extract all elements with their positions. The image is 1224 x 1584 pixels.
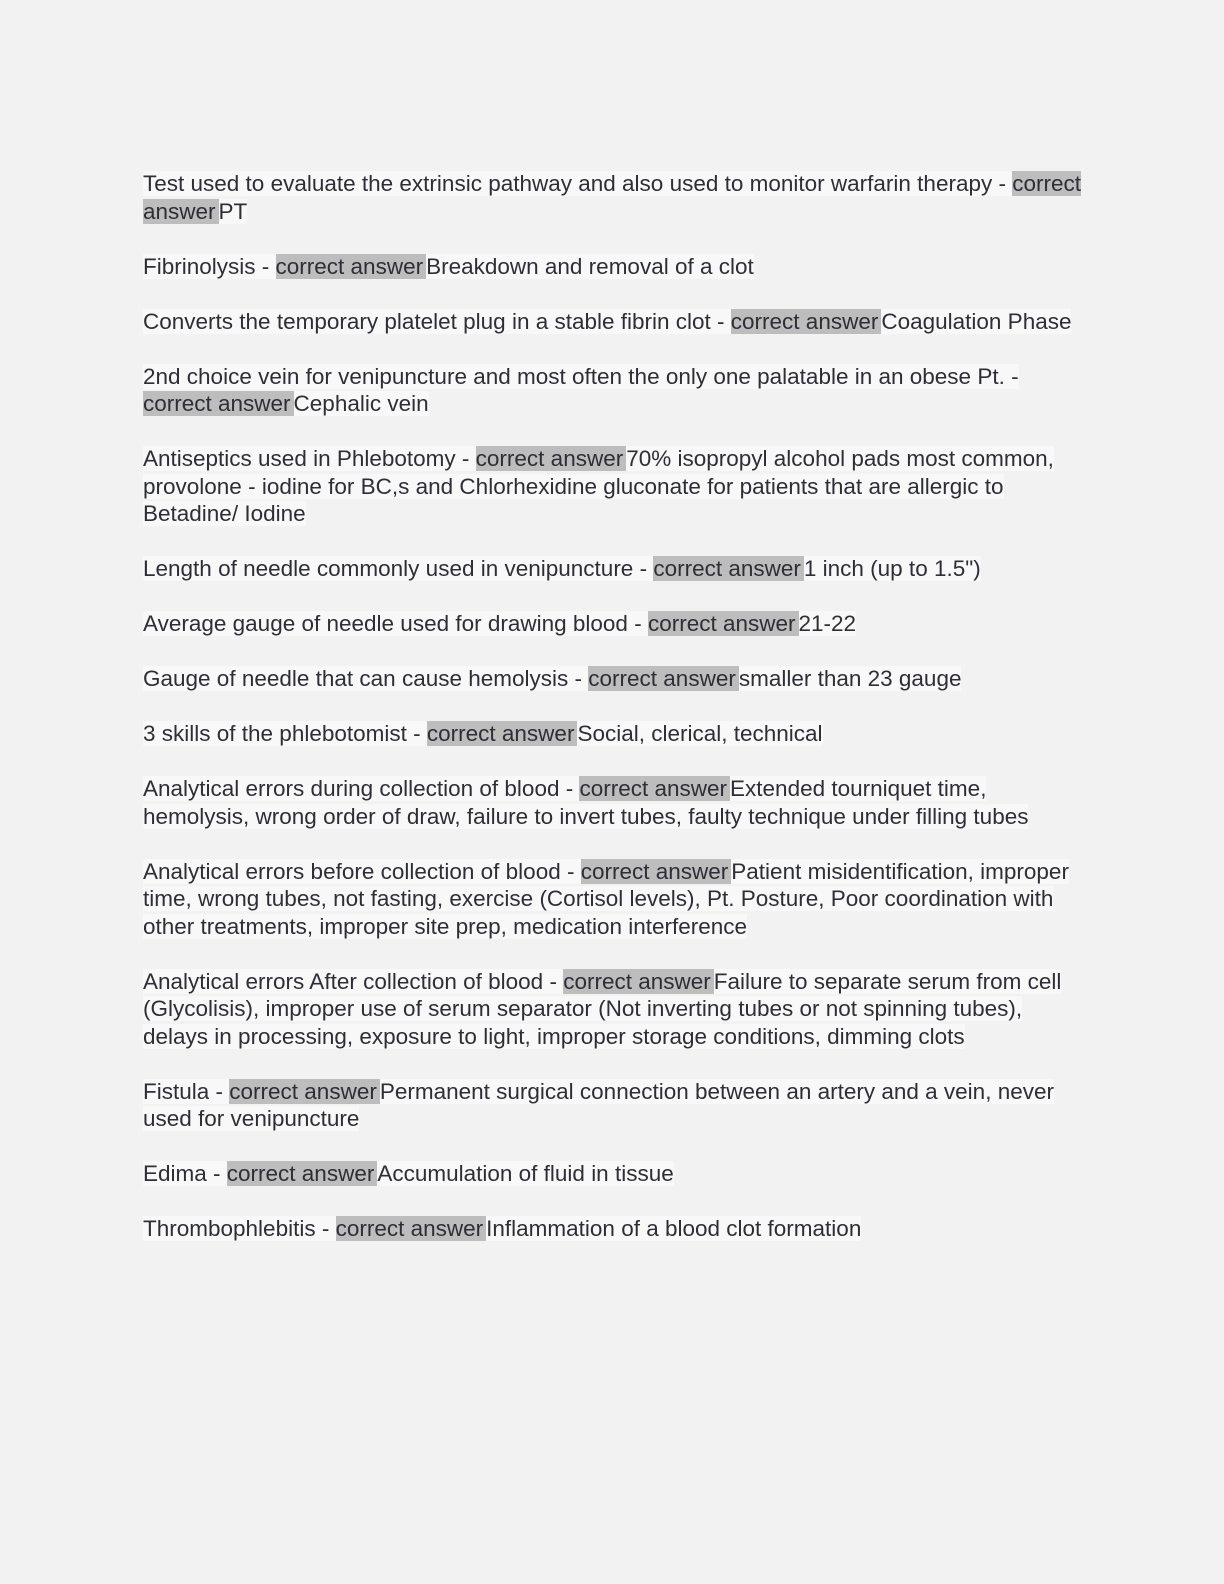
correct-answer-tag: correct answer xyxy=(336,1216,487,1241)
separator: - xyxy=(406,721,427,746)
correct-answer-tag: correct answer xyxy=(143,391,294,416)
question-text: 2nd choice vein for venipuncture and most often the only one palatable in an obese Pt. xyxy=(143,363,1005,389)
separator: - xyxy=(543,968,564,994)
question-text: Test used to evaluate the extrinsic pathway and also used to monitor warfarin therapy xyxy=(143,171,993,196)
document-page xyxy=(143,170,1083,1270)
qa-item xyxy=(143,968,1083,1051)
question-text: Length of needle commonly used in venipuncture xyxy=(143,556,634,581)
correct-answer-tag: correct answer xyxy=(653,556,804,581)
separator: - xyxy=(627,611,648,636)
answer-text: Patient misidentification, improper time, wrong tubes, not fasting, exercise (Cortisol levels), Pt. Posture, Poor coordination with other treatments, improper site prep, medication interference xyxy=(143,858,1069,939)
correct-answer-tag: correct answer xyxy=(563,969,714,994)
separator: - xyxy=(255,253,276,279)
qa-item xyxy=(143,1215,1083,1243)
correct-answer-tag: correct answer xyxy=(648,611,799,636)
separator: - xyxy=(710,308,731,334)
question-text: 3 skills of the phlebotomist xyxy=(143,721,407,746)
answer-text: Inflammation of a blood clot formation xyxy=(486,1216,862,1241)
answer-text: 70% isopropyl alcohol pads most common, provolone - iodine for BC,s and Chlorhexidine gluconate for patients that are allergic to Betadine/ Iodine xyxy=(143,446,1054,526)
answer-text: Accumulation of fluid in tissue xyxy=(377,1161,674,1186)
separator: - xyxy=(633,556,654,581)
correct-answer-tag: correct answer xyxy=(588,666,739,691)
separator: - xyxy=(559,776,580,801)
qa-item xyxy=(143,1160,1083,1188)
separator: - xyxy=(992,171,1013,196)
qa-item xyxy=(143,665,1083,693)
separator: - xyxy=(315,1216,336,1241)
correct-answer-tag: correct answer xyxy=(143,171,1081,224)
question-text: Fistula xyxy=(143,1078,210,1104)
answer-text: Failure to separate serum from cell (Glycolisis), improper use of serum separator (Not inverting tubes or not spinning tubes), delays in processing, exposure to light, improper storage conditions, dimming clots xyxy=(143,968,1062,1049)
qa-item xyxy=(143,555,1083,583)
separator: - xyxy=(209,1078,230,1104)
question-text: Antiseptics used in Phlebotomy xyxy=(143,446,456,471)
answer-text: 21-22 xyxy=(798,611,857,636)
question-text: Average gauge of needle used for drawing blood xyxy=(143,611,628,636)
qa-item xyxy=(143,308,1083,336)
answer-text: PT xyxy=(218,198,248,224)
correct-answer-tag: correct answer xyxy=(476,446,627,471)
answer-text: Cephalic vein xyxy=(293,391,429,416)
qa-item xyxy=(143,170,1083,225)
answer-text: Extended tourniquet time, hemolysis, wrong order of draw, failure to invert tubes, faulty technique under filling tubes xyxy=(143,776,1029,829)
correct-answer-tag: correct answer xyxy=(731,309,882,334)
question-text: Analytical errors before collection of blood xyxy=(143,858,561,884)
separator: - xyxy=(568,666,589,691)
correct-answer-tag: correct answer xyxy=(227,1161,378,1186)
question-text: Thrombophlebitis xyxy=(143,1216,316,1241)
qa-item xyxy=(143,363,1083,418)
question-text: Analytical errors during collection of blood xyxy=(143,776,560,801)
qa-item xyxy=(143,858,1083,941)
qa-item xyxy=(143,445,1083,528)
correct-answer-tag: correct answer xyxy=(276,254,427,279)
answer-text: Social, clerical, technical xyxy=(577,721,823,746)
correct-answer-tag: correct answer xyxy=(427,721,578,746)
separator: - xyxy=(1004,363,1019,389)
answer-text: smaller than 23 gauge xyxy=(738,666,962,691)
separator: - xyxy=(206,1161,227,1186)
qa-item xyxy=(143,1078,1083,1133)
correct-answer-tag: correct answer xyxy=(579,776,730,801)
qa-item xyxy=(143,775,1083,830)
question-text: Fibrinolysis xyxy=(143,253,256,279)
question-text: Converts the temporary platelet plug in a stable fibrin clot xyxy=(143,308,711,334)
answer-text: Coagulation Phase xyxy=(881,308,1072,334)
qa-item xyxy=(143,610,1083,638)
separator: - xyxy=(455,446,476,471)
answer-text: Permanent surgical connection between an artery and a vein, never used for venipuncture xyxy=(143,1078,1054,1131)
answer-text: Breakdown and removal of a clot xyxy=(426,253,754,279)
correct-answer-tag: correct answer xyxy=(581,859,732,884)
answer-text: 1 inch (up to 1.5") xyxy=(803,556,981,581)
correct-answer-tag: correct answer xyxy=(229,1079,380,1104)
qa-item xyxy=(143,720,1083,748)
qa-item xyxy=(143,253,1083,281)
question-text: Gauge of needle that can cause hemolysis xyxy=(143,666,569,691)
question-text: Edima xyxy=(143,1161,207,1186)
separator: - xyxy=(560,858,581,884)
question-text: Analytical errors After collection of blood xyxy=(143,968,544,994)
